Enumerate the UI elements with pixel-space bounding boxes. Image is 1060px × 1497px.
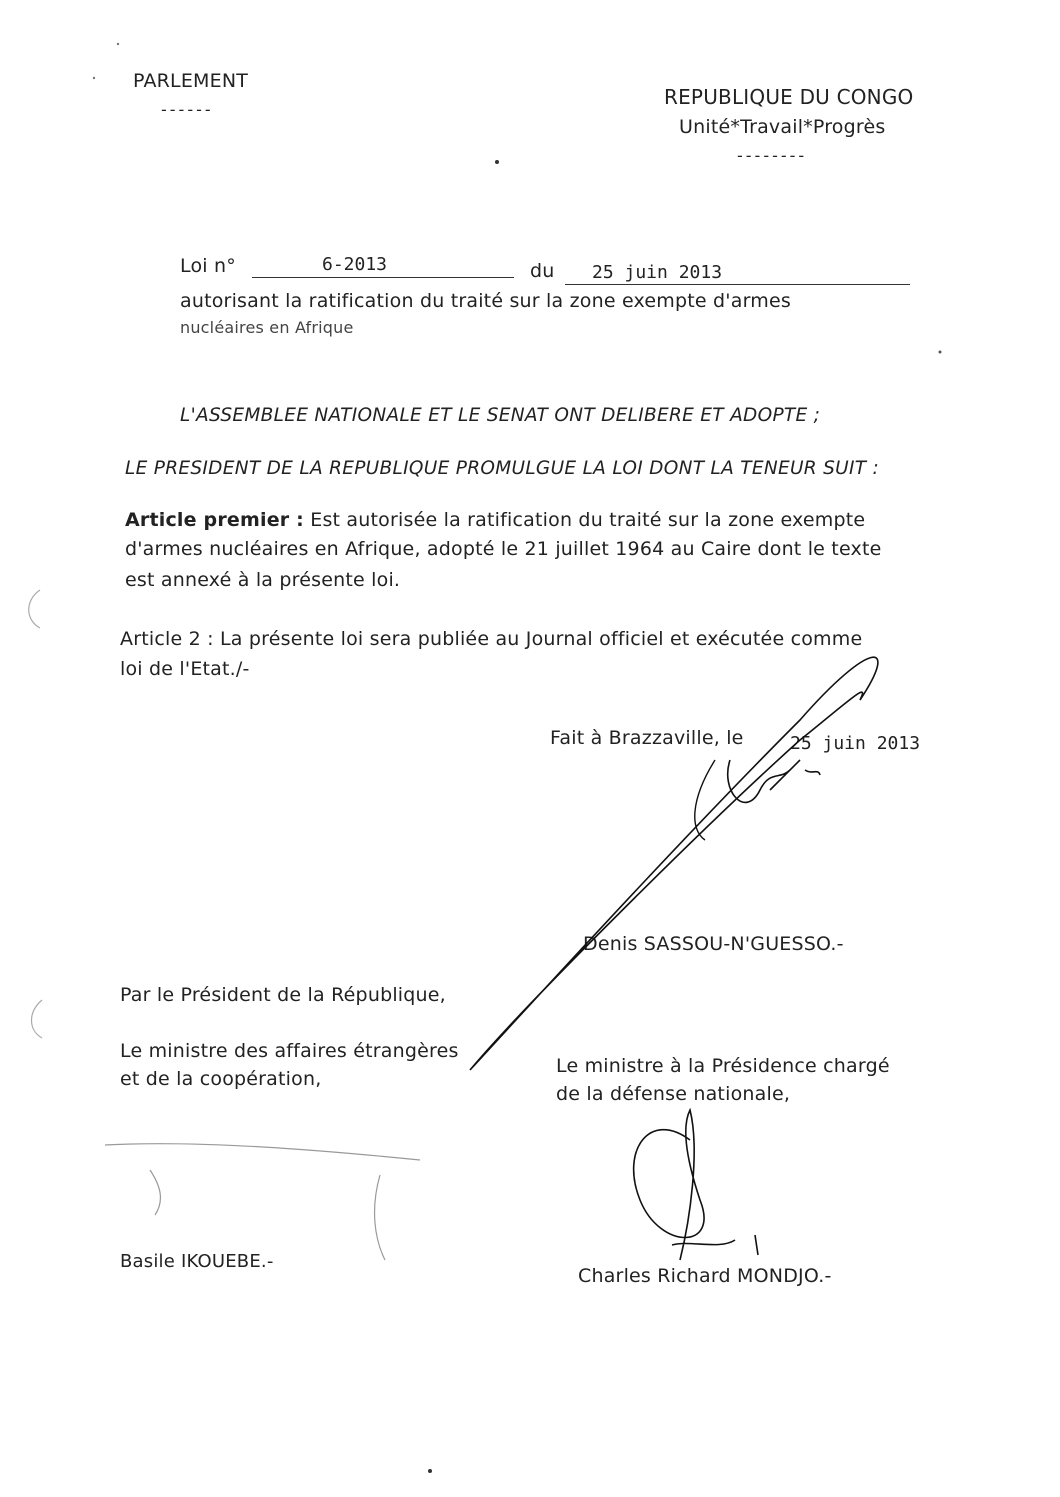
parliament-rule: ------ [161, 100, 214, 119]
preamble-president: LE PRESIDENT DE LA REPUBLIQUE PROMULGUE LA LOI DONT LA TENEUR SUIT : [125, 458, 880, 479]
article-2-label: Article 2 : [120, 628, 214, 650]
punch-hole-top [29, 590, 40, 628]
article-1-label: Article premier : [125, 509, 304, 531]
law-number: 6-2013 [322, 254, 388, 275]
minister1-signature [105, 1144, 420, 1260]
law-date: 25 juin 2013 [592, 262, 723, 283]
punch-hole-bottom [32, 1000, 43, 1038]
article-1-line3: est annexé à la présente loi. [125, 569, 401, 591]
law-title-line1: autorisant la ratification du traité sur la zone exempte d'armes [180, 290, 791, 312]
speck [93, 77, 95, 79]
speck [117, 43, 119, 45]
law-du-label: du [530, 260, 555, 282]
minister2-name: Charles Richard MONDJO.- [578, 1265, 832, 1287]
republic-heading: REPUBLIQUE DU CONGO [664, 85, 914, 109]
article-2-line1: La présente loi sera publiée au Journal officiel et exécutée comme [219, 628, 863, 650]
president-signature [470, 657, 878, 1070]
minister1-title-line2: et de la coopération, [120, 1068, 322, 1090]
article-1-line2: d'armes nucléaires en Afrique, adopté le 21 juillet 1964 au Caire dont le texte [125, 538, 882, 560]
minister1-title-line1: Le ministre des affaires étrangères [120, 1040, 459, 1062]
minister2-title-line2: de la défense nationale, [556, 1083, 791, 1105]
article-1-line1: Est autorisée la ratification du traité sur la zone exempte [310, 509, 866, 531]
republic-rule: -------- [737, 146, 808, 165]
motto: Unité*Travail*Progrès [679, 116, 886, 138]
minister2-signature [634, 1110, 758, 1260]
law-number-label: Loi n° [180, 255, 236, 277]
speck [495, 160, 499, 164]
signature-date: 25 juin 2013 [790, 733, 921, 754]
parliament-heading: PARLEMENT [133, 70, 249, 92]
place-label: Fait à Brazzaville, le [550, 727, 744, 749]
speck [939, 351, 942, 354]
article-2-line2: loi de l'Etat./- [120, 658, 250, 680]
president-name: Denis SASSOU-N'GUESSO.- [583, 933, 844, 955]
minister1-name: Basile IKOUEBE.- [120, 1251, 274, 1272]
preamble-assembly: L'ASSEMBLEE NATIONALE ET LE SENAT ONT DELIBERE ET ADOPTE ; [180, 405, 821, 426]
president-signature-initials [728, 760, 820, 802]
par-le-president: Par le Président de la République, [120, 984, 446, 1006]
minister2-title-line1: Le ministre à la Présidence chargé [556, 1055, 890, 1077]
speck [428, 1469, 432, 1473]
law-title-line2: nucléaires en Afrique [180, 318, 354, 337]
